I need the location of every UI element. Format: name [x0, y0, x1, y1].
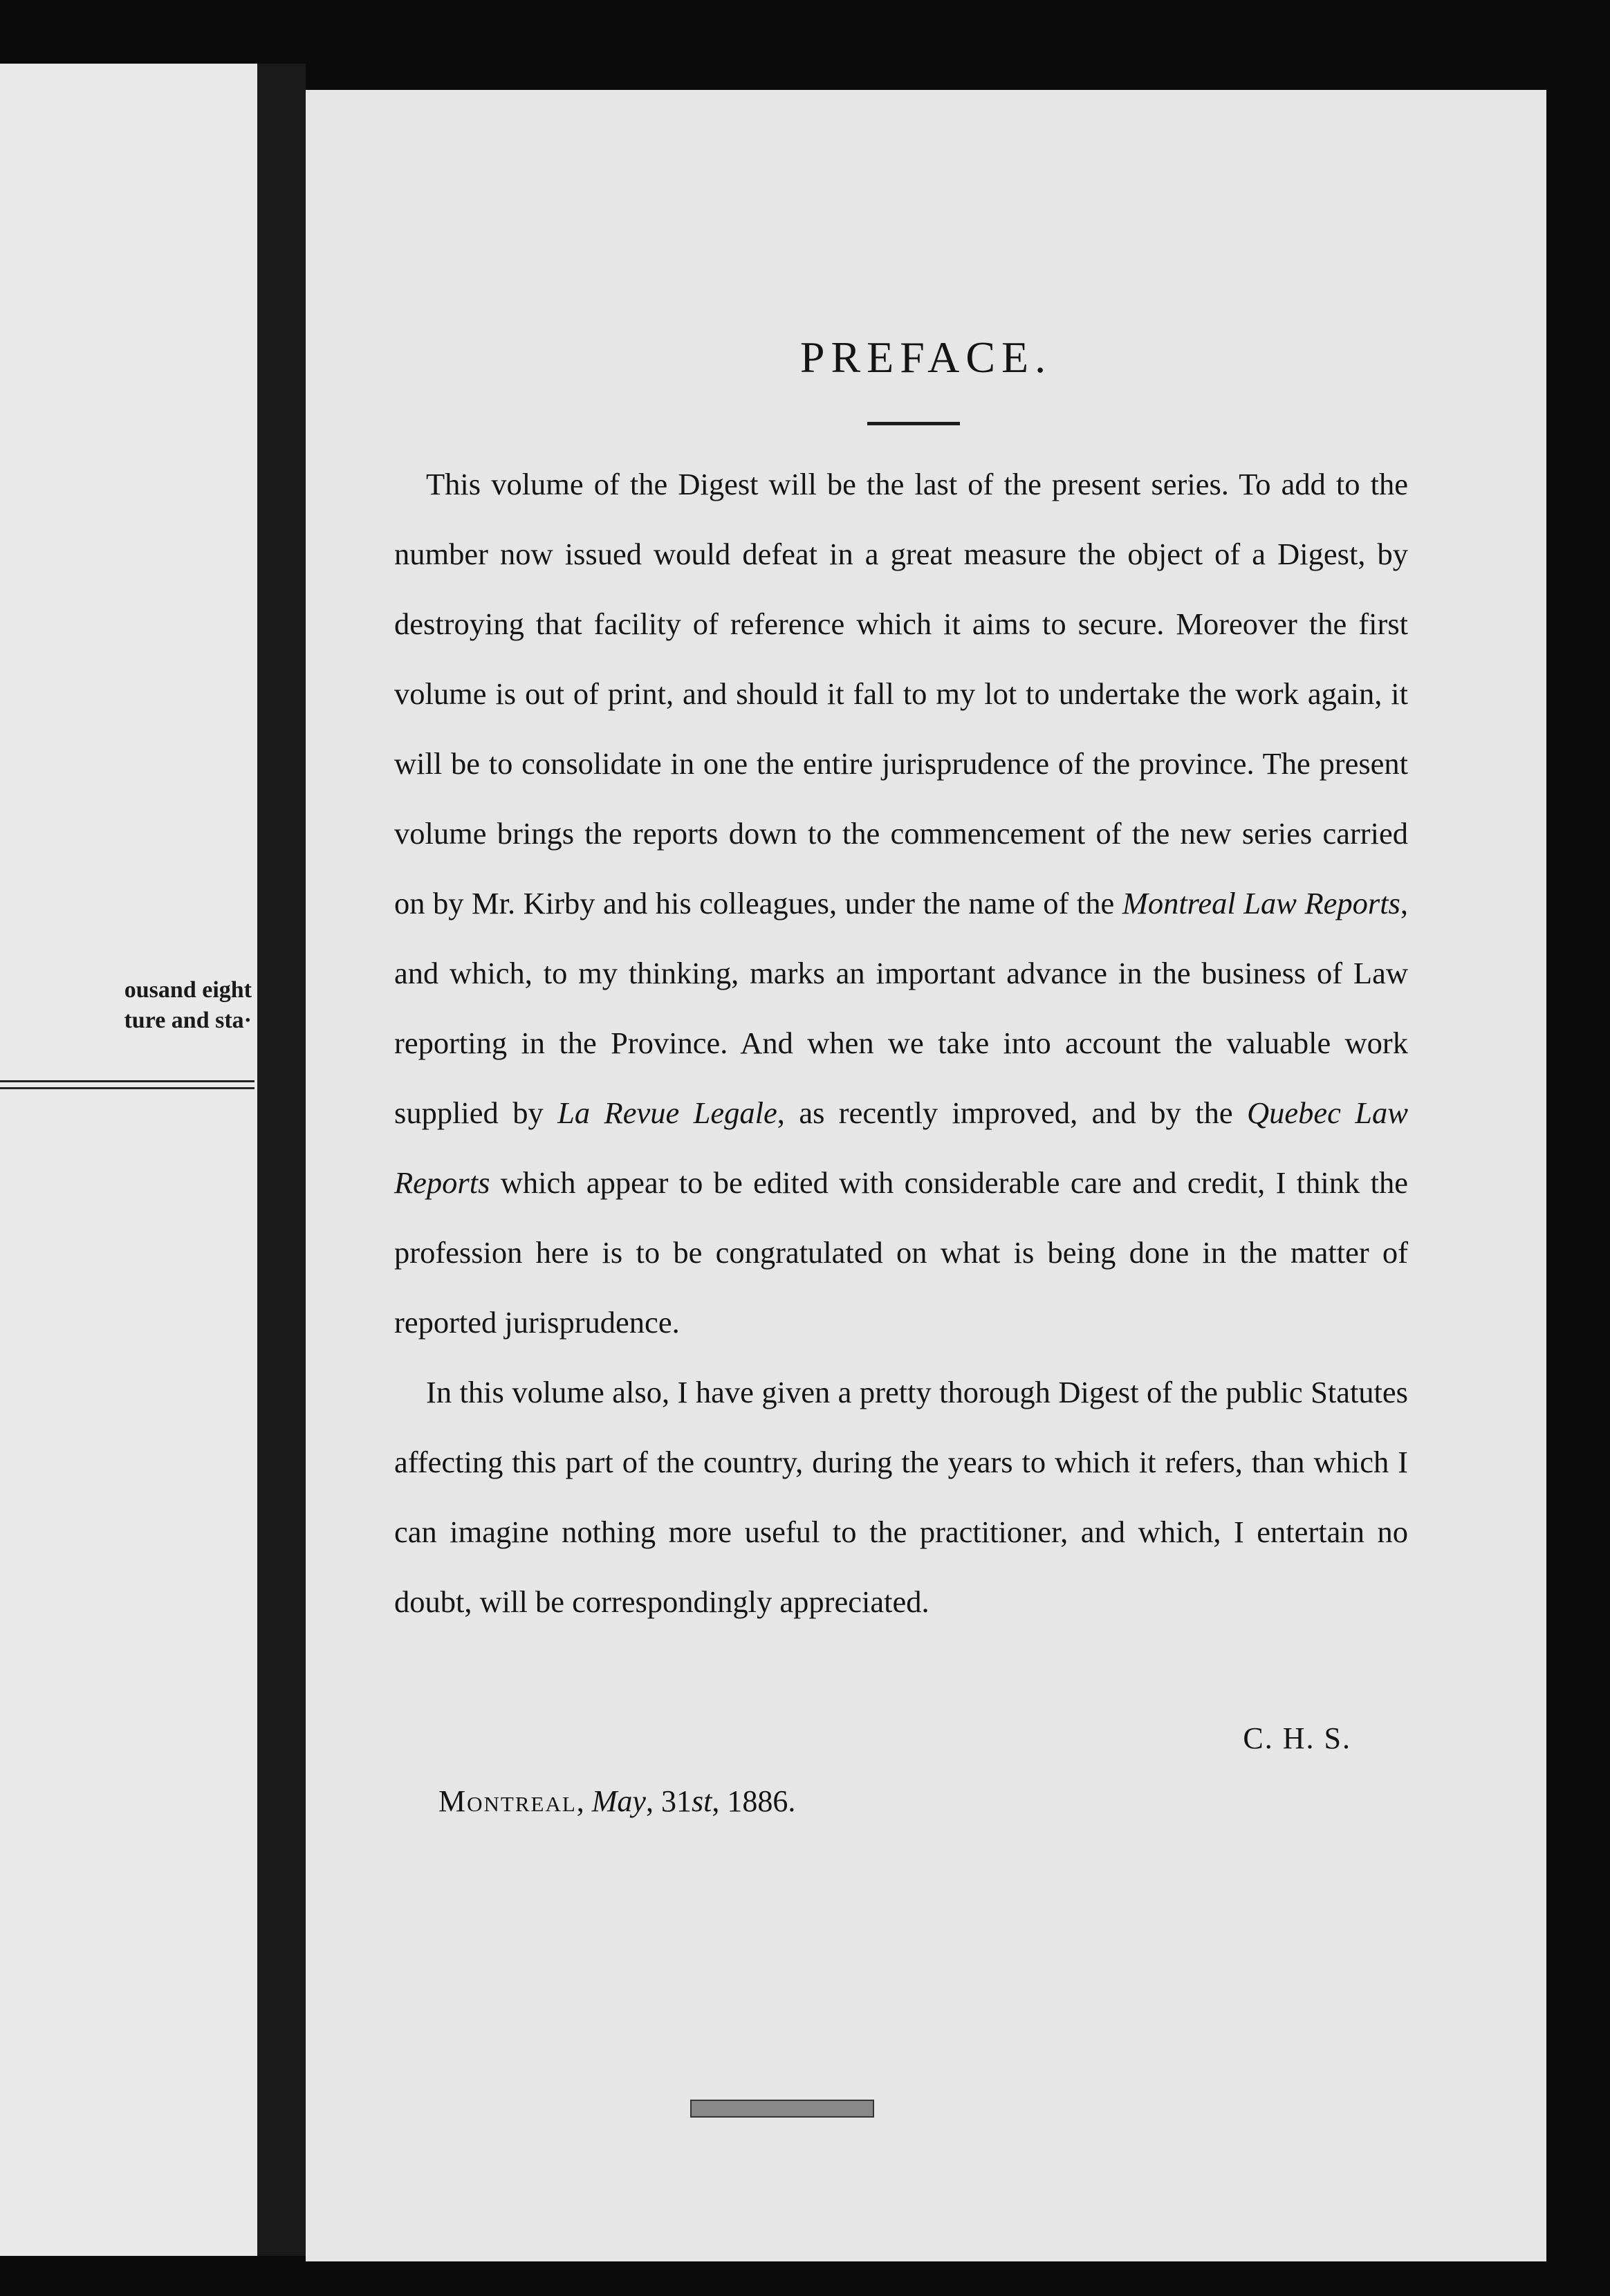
paragraph-1-text: which appear to be edited with considerable care and credit, I think the profession here is to be congratulated on what is being done in the matter of reported jurisprudence.: [394, 1165, 1408, 1340]
date-day-suffix: st: [691, 1784, 712, 1818]
revue-legale-title: La Revue Legale: [557, 1095, 777, 1130]
signature-initials: C. H. S.: [1243, 1721, 1351, 1755]
date-year: 1886.: [727, 1784, 796, 1818]
left-page: [0, 64, 257, 2256]
quebec-law-reports-title: Quebec Law Reports: [394, 1095, 1408, 1200]
montreal-law-reports-title: Montreal Law Reports: [1122, 886, 1400, 920]
paragraph-1-text: , and which, to my thinking, marks an important advance in the business of Law reporting in the Province. And when we take into account the valuable work supplied by: [394, 886, 1408, 1130]
left-page-text-fragment: [124, 975, 252, 1036]
page-title: PREFACE.: [799, 333, 1053, 382]
date-month: May: [591, 1784, 646, 1818]
preface-body: [394, 450, 1408, 1637]
paragraph-2: In this volume also, I have given a pretty thorough Digest of the public Statutes affecting this part of the country, during the years to which it refers, than which I can imagine nothing more useful to the practitioner, and which, I entertain no doubt, will be correspondingly appreciated.: [394, 1375, 1408, 1619]
paragraph-1-text: This volume of the Digest will be the last of the present series. To add to the number now issued would defeat in a great measure the object of a Digest, by destroying that facility of reference which it aims to secure. Moreover the first volume is out of print, and should it fall to my lot to undertake the work again, it will be to consolidate in one the entire jurisprudence of the province. The present volume brings the reports down to the commencement of the new series carried on by Mr. Kirby and his colleagues, under the name of the: [394, 467, 1408, 920]
place-and-date: Montreal, May, 31st, 1886.: [438, 1784, 796, 1818]
paragraph-1-text: , as recently improved, and by the: [777, 1095, 1247, 1130]
place: Montreal: [438, 1784, 577, 1818]
date-day: 31: [660, 1784, 692, 1818]
paragraph-1: [394, 450, 1408, 1358]
left-page-rule: [0, 1080, 255, 1082]
title-divider: [867, 422, 960, 425]
preface-page: [306, 90, 1546, 2261]
left-fragment-line-1: ousand eight: [124, 977, 252, 1003]
left-page-rule: [0, 1087, 255, 1089]
page-clip-mark: [690, 2100, 874, 2118]
book-gutter: [257, 64, 306, 2256]
left-fragment-line-2: ture and sta·: [124, 1008, 252, 1033]
